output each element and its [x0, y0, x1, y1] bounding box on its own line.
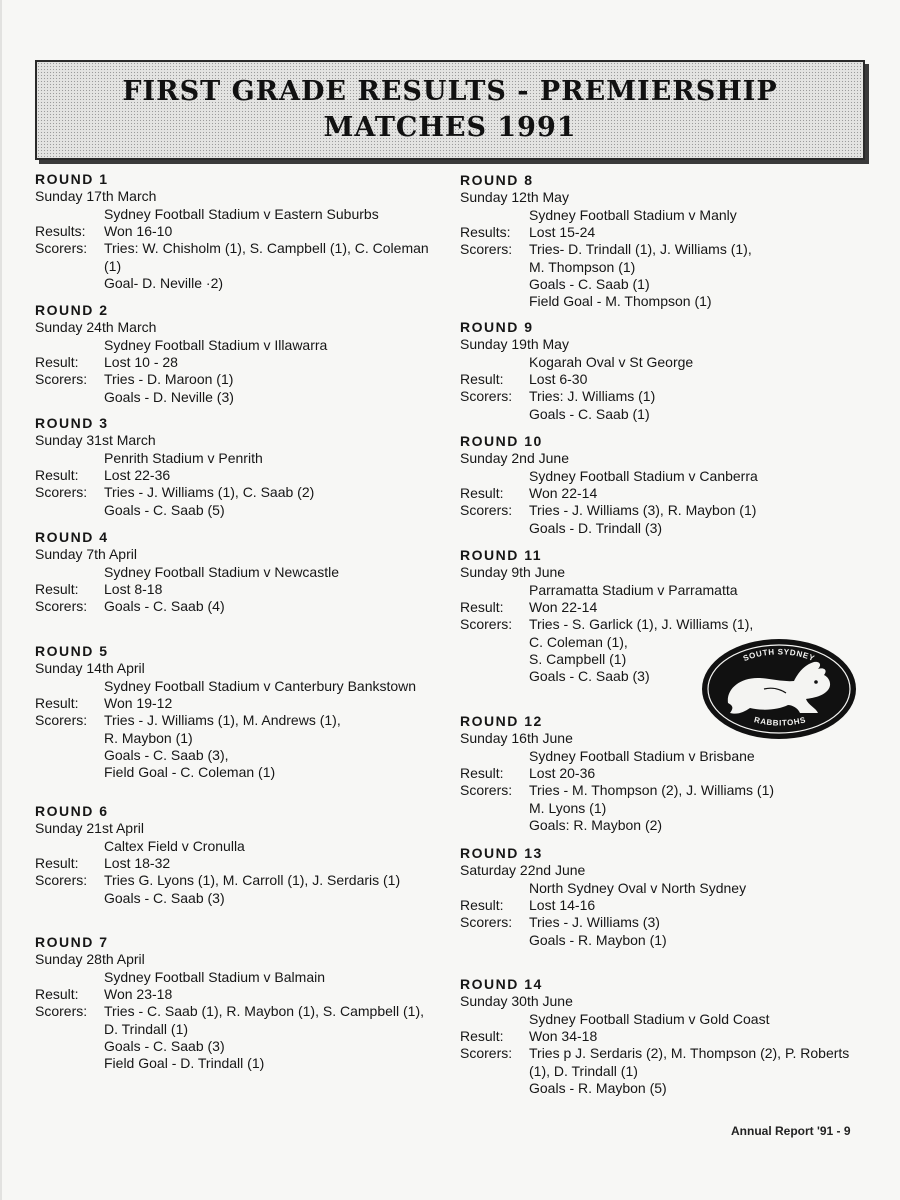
scorer-line: Goals - D. Trindall (3) — [529, 519, 663, 536]
match-venue: Caltex Field v Cronulla — [104, 837, 245, 854]
scorer-line: Goals - C. Saab (1) — [529, 405, 650, 422]
scorers-label: Scorers: — [35, 484, 88, 501]
result-value: Lost 6-30 — [529, 371, 588, 387]
scorer-line: Tries - M. Thompson (2), J. Williams (1) — [529, 782, 775, 799]
scorers-row — [460, 1045, 870, 1097]
scorers-label: Scorers: — [35, 1003, 88, 1020]
result-row — [460, 224, 870, 241]
round-title: ROUND 9 — [460, 319, 534, 335]
scorer-line: Tries - S. Garlick (1), J. Williams (1), — [529, 616, 754, 633]
scorers-row — [460, 502, 870, 537]
round-title: ROUND 8 — [460, 172, 534, 188]
round-title: ROUND 5 — [35, 643, 109, 659]
result-value: Won 22-14 — [529, 599, 598, 615]
match-venue: Penrith Stadium v Penrith — [104, 449, 263, 466]
scorers-row — [460, 388, 870, 423]
scorer-line: Tries- D. Trindall (1), J. Williams (1), — [529, 241, 752, 258]
scorer-line: Tries - J. Williams (3), R. Maybon (1) — [529, 502, 757, 519]
scorers-label: Scorers: — [35, 598, 88, 615]
scorer-line: (1) — [104, 257, 122, 274]
scorer-line: Goals - C. Saab (4) — [104, 598, 225, 615]
result-label: Result: — [460, 1028, 504, 1044]
scorer-line: R. Maybon (1) — [104, 729, 193, 746]
scorer-line: Goals - C. Saab (3) — [529, 668, 650, 685]
result-row — [35, 223, 445, 240]
result-label: Result: — [35, 855, 79, 871]
result-row — [35, 354, 445, 371]
scorer-line: Field Goal - D. Trindall (1) — [104, 1055, 265, 1072]
scorers-list — [104, 1003, 445, 1072]
logo-bottom-text: RABBITOHS — [753, 715, 807, 728]
scorers-row — [35, 371, 445, 406]
scorers-row — [35, 1003, 445, 1072]
round-block — [35, 170, 445, 292]
scorers-list — [529, 241, 870, 310]
result-row — [460, 599, 870, 616]
match-venue: Sydney Football Stadium v Illawarra — [104, 336, 328, 353]
result-label: Result: — [460, 485, 504, 501]
scorers-label: Scorers: — [35, 872, 88, 889]
scorers-row — [460, 782, 870, 834]
match-date: Sunday 14th April — [35, 660, 145, 676]
scorer-line: Field Goal - C. Coleman (1) — [104, 764, 276, 781]
result-row — [460, 485, 870, 502]
title-line-1: FIRST GRADE RESULTS - PREMIERSHIP — [122, 76, 778, 107]
match-date: Sunday 24th March — [35, 319, 157, 335]
scorers-list — [529, 782, 870, 834]
result-label: Result: — [460, 897, 504, 913]
result-label: Result: — [35, 695, 79, 711]
scorer-line: Field Goal - M. Thompson (1) — [529, 293, 712, 310]
scorer-line: Tries G. Lyons (1), M. Carroll (1), J. Serdaris (1) — [104, 872, 401, 889]
match-date: Sunday 21st April — [35, 820, 144, 836]
match-date: Sunday 16th June — [460, 730, 573, 746]
scorer-line: Tries - J. Williams (3) — [529, 914, 660, 931]
round-block — [35, 642, 445, 781]
scorers-list — [529, 1045, 870, 1097]
match-venue: Kogarah Oval v St George — [529, 353, 694, 370]
scorer-line: Tries - J. Williams (1), C. Saab (2) — [104, 484, 315, 501]
scorers-label: Scorers: — [460, 914, 513, 931]
match-venue: Sydney Football Stadium v Canterbury Bankstown — [104, 677, 417, 694]
match-venue: Sydney Football Stadium v Manly — [529, 206, 737, 223]
scorer-line: Goals - C. Saab (1) — [529, 275, 650, 292]
result-label: Results: — [460, 224, 511, 240]
scorers-list — [104, 484, 445, 519]
result-row — [35, 695, 445, 712]
scorers-label: Scorers: — [460, 1045, 513, 1062]
scorers-list — [104, 240, 445, 292]
match-venue: North Sydney Oval v North Sydney — [529, 879, 747, 896]
scorer-line: Tries - D. Maroon (1) — [104, 371, 234, 388]
scorers-row — [35, 240, 445, 292]
scorers-list — [529, 914, 870, 949]
page-edge — [0, 0, 2, 1200]
round-block — [460, 432, 870, 537]
result-value: Lost 14-16 — [529, 897, 596, 913]
logo-top-text: SOUTH SYDNEY — [741, 647, 817, 664]
round-title: ROUND 14 — [460, 976, 543, 992]
scorer-line: Goals - D. Neville (3) — [104, 388, 234, 405]
title-line-2: MATCHES 1991 — [323, 112, 577, 143]
result-value: Lost 8-18 — [104, 581, 163, 597]
scorers-list — [104, 598, 445, 615]
round-title: ROUND 2 — [35, 302, 109, 318]
round-block — [460, 975, 870, 1097]
match-venue: Sydney Football Stadium v Canberra — [529, 467, 758, 484]
result-label: Results: — [35, 223, 86, 239]
round-block — [35, 414, 445, 519]
round-block — [35, 301, 445, 406]
scorer-line: Goals - R. Maybon (5) — [529, 1079, 667, 1096]
round-title: ROUND 4 — [35, 529, 109, 545]
scorer-line: Tries p J. Serdaris (2), M. Thompson (2), P. Roberts — [529, 1045, 850, 1062]
scorer-line: Goals - C. Saab (5) — [104, 501, 225, 518]
match-venue: Sydney Football Stadium v Eastern Suburbs — [104, 205, 379, 222]
result-row — [35, 581, 445, 598]
scorers-list — [104, 872, 445, 907]
scorers-label: Scorers: — [35, 371, 88, 388]
round-title: ROUND 12 — [460, 713, 543, 729]
result-label: Result: — [35, 467, 79, 483]
result-value: Lost 22-36 — [104, 467, 171, 483]
scorer-line: Goal- D. Neville ·2) — [104, 274, 224, 291]
scorers-row — [35, 872, 445, 907]
result-value: Lost 18-32 — [104, 855, 171, 871]
result-row — [35, 986, 445, 1003]
scorer-line: Goals - C. Saab (3), — [104, 746, 229, 763]
rabbit-emblem-icon — [700, 637, 858, 741]
scorer-line: Goals - R. Maybon (1) — [529, 931, 667, 948]
scorers-label: Scorers: — [460, 388, 513, 405]
result-value: Lost 10 - 28 — [104, 354, 178, 370]
scorer-line: Goals: R. Maybon (2) — [529, 816, 663, 833]
match-date: Sunday 19th May — [460, 336, 569, 352]
match-venue: Parramatta Stadium v Parramatta — [529, 581, 738, 598]
round-title: ROUND 3 — [35, 415, 109, 431]
round-title: ROUND 13 — [460, 845, 543, 861]
scorers-label: Scorers: — [35, 240, 88, 257]
result-value: Won 22-14 — [529, 485, 598, 501]
result-row — [460, 765, 870, 782]
scorers-row — [35, 484, 445, 519]
round-title: ROUND 10 — [460, 433, 543, 449]
round-block — [460, 318, 870, 423]
page-footer: Annual Report '91 - 9 — [731, 1124, 851, 1138]
scorer-line: Tries: J. Williams (1) — [529, 388, 656, 405]
result-value: Won 34-18 — [529, 1028, 598, 1044]
round-block — [35, 802, 445, 907]
result-row — [35, 467, 445, 484]
scorer-line: (1), D. Trindall (1) — [529, 1062, 638, 1079]
round-block — [35, 933, 445, 1072]
scorer-line: D. Trindall (1) — [104, 1020, 189, 1037]
scorers-label: Scorers: — [460, 502, 513, 519]
scorers-list — [529, 502, 870, 537]
result-label: Result: — [460, 371, 504, 387]
round-block — [460, 171, 870, 310]
round-title: ROUND 7 — [35, 934, 109, 950]
scorers-row — [35, 712, 445, 781]
result-label: Result: — [35, 581, 79, 597]
round-block — [35, 528, 445, 616]
title-banner — [35, 60, 865, 160]
scorer-line: Goals - C. Saab (3) — [104, 889, 225, 906]
result-row — [35, 855, 445, 872]
match-date: Sunday 28th April — [35, 951, 145, 967]
scorers-row — [460, 914, 870, 949]
result-row — [460, 371, 870, 388]
result-label: Result: — [460, 765, 504, 781]
match-date: Sunday 17th March — [35, 188, 157, 204]
match-date: Sunday 12th May — [460, 189, 569, 205]
match-date: Sunday 30th June — [460, 993, 573, 1009]
scorers-label: Scorers: — [460, 782, 513, 799]
scorers-list — [529, 388, 870, 423]
result-label: Result: — [460, 599, 504, 615]
result-value: Lost 20-36 — [529, 765, 596, 781]
match-venue: Sydney Football Stadium v Newcastle — [104, 563, 339, 580]
scorers-row — [460, 241, 870, 310]
result-value: Won 16-10 — [104, 223, 173, 239]
result-value: Lost 15-24 — [529, 224, 596, 240]
round-title: ROUND 6 — [35, 803, 109, 819]
result-label: Result: — [35, 354, 79, 370]
scorers-list — [104, 712, 445, 781]
match-date: Sunday 31st March — [35, 432, 156, 448]
result-label: Result: — [35, 986, 79, 1002]
scorer-line: M. Lyons (1) — [529, 799, 607, 816]
result-row — [460, 1028, 870, 1045]
scorers-label: Scorers: — [460, 616, 513, 633]
round-title: ROUND 1 — [35, 171, 109, 187]
result-row — [460, 897, 870, 914]
match-date: Sunday 2nd June — [460, 450, 569, 466]
scorers-row — [35, 598, 445, 615]
scorer-line: C. Coleman (1), — [529, 633, 628, 650]
match-venue: Sydney Football Stadium v Brisbane — [529, 747, 755, 764]
round-block — [460, 844, 870, 949]
round-title: ROUND 11 — [460, 547, 543, 563]
match-venue: Sydney Football Stadium v Gold Coast — [529, 1010, 770, 1027]
match-venue: Sydney Football Stadium v Balmain — [104, 968, 325, 985]
match-date: Saturday 22nd June — [460, 862, 586, 878]
scorers-label: Scorers: — [460, 241, 513, 258]
scorer-line: Tries: W. Chisholm (1), S. Campbell (1), C. Coleman — [104, 240, 429, 257]
scorer-line: S. Campbell (1) — [529, 650, 627, 667]
result-value: Won 23-18 — [104, 986, 173, 1002]
scorer-line: Tries - J. Williams (1), M. Andrews (1), — [104, 712, 341, 729]
result-value: Won 19-12 — [104, 695, 173, 711]
scorer-line: Tries - C. Saab (1), R. Maybon (1), S. Campbell (1), — [104, 1003, 425, 1020]
scorer-line: Goals - C. Saab (3) — [104, 1037, 225, 1054]
match-date: Sunday 7th April — [35, 546, 137, 562]
match-date: Sunday 9th June — [460, 564, 566, 580]
scorers-label: Scorers: — [35, 712, 88, 729]
scorers-list — [104, 371, 445, 406]
scorer-line: M. Thompson (1) — [529, 258, 636, 275]
